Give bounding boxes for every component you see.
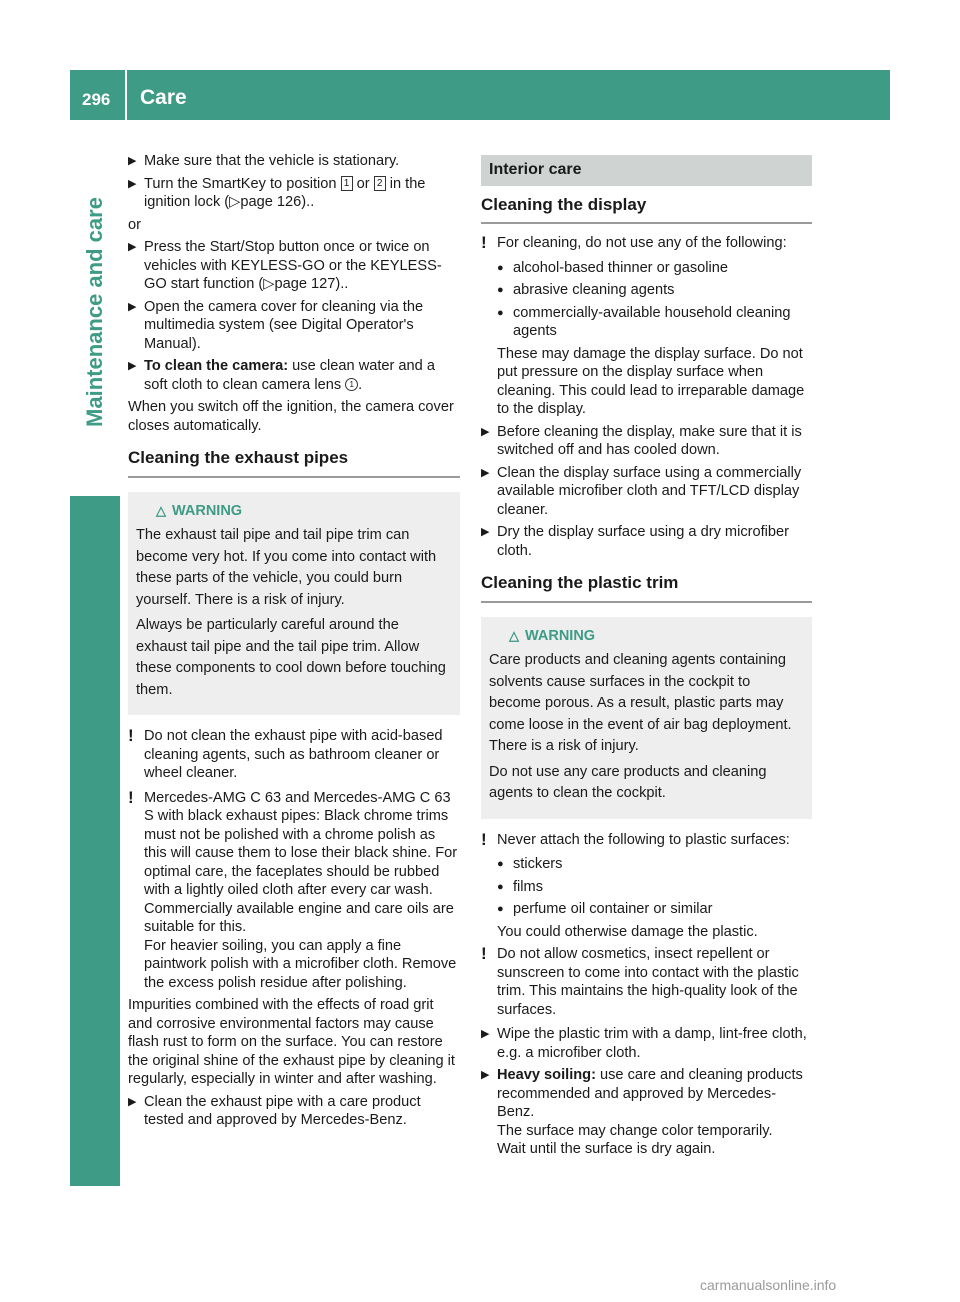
instruction: ▶ Turn the SmartKey to position 1 or 2 in the ignition lock (▷page 126)..	[128, 175, 426, 210]
paragraph: When you switch off the ignition, the camera cover closes automatically.	[128, 399, 454, 434]
exclamation-icon: !	[481, 233, 487, 252]
arrow-icon: ▶	[481, 425, 490, 438]
warning-title: △ WARNING	[156, 502, 243, 519]
page-ref-icon: ▷	[263, 276, 275, 292]
exclamation-icon: !	[481, 829, 487, 849]
warning-box	[128, 492, 460, 716]
page-ref-link[interactable]: page 126).	[240, 194, 311, 210]
caution-note: ! Do not clean the exhaust pipe with acid-based cleaning agents, such as bathroom cleaner or wheel cleaner.	[128, 726, 443, 781]
section-heading: Cleaning the exhaust pipes	[128, 449, 460, 478]
header-separator	[125, 70, 127, 120]
bullet-item: ● commercially-available household cleaning agents	[497, 304, 791, 339]
page-ref-icon: ▷	[229, 194, 241, 210]
instruction: ▶ Before cleaning the display, make sure that it is switched off and has cooled down.	[481, 423, 802, 458]
bullet-item: ● stickers	[497, 856, 563, 872]
arrow-icon: ▶	[128, 300, 137, 313]
arrow-icon: ▶	[481, 466, 490, 479]
warning-box	[481, 617, 812, 819]
caution-note-cont: You could otherwise damage the plastic.	[497, 923, 758, 940]
key-position-1: 1	[341, 176, 353, 191]
left-column	[128, 152, 460, 1134]
arrow-icon: ▶	[128, 1095, 137, 1108]
caution-note-cont: These may damage the display surface. Do not put pressure on the display surface when cleaning. This could lead to irreparable damage to the display.	[497, 345, 805, 417]
bullet-item: ● perfume oil container or similar	[497, 901, 713, 917]
arrow-icon: ▶	[128, 241, 137, 253]
right-column	[481, 155, 812, 1163]
arrow-icon: ▶	[481, 1028, 490, 1040]
arrow-icon: ▶	[481, 526, 490, 538]
exclamation-icon: !	[128, 787, 134, 807]
instruction: ▶ Open the camera cover for cleaning via the multimedia system (see Digital Operator's Manual).	[128, 298, 424, 352]
section-bar: Interior care	[481, 155, 812, 186]
section-heading: Cleaning the plastic trim	[481, 574, 812, 603]
instruction-cont: The surface may change color temporarily.	[497, 1122, 773, 1139]
page-ref-link[interactable]: page 127).	[274, 276, 345, 292]
warning-triangle-icon: △	[156, 502, 166, 518]
side-section-text: Maintenance and care	[82, 197, 107, 427]
callout-1: 1	[345, 378, 358, 391]
warning-title: △ WARNING	[509, 627, 596, 644]
bullet-icon: ●	[497, 284, 504, 296]
caution-note: ! Mercedes-AMG C 63 and Mercedes-AMG C 63 S with black exhaust pipes: Black chrome trims must not be polished with a chrome polish as this will cause them to lose their black shine. For optimal care, the faceplates should be rubbed with a lightly oiled cloth after every car wash. Commercially available engine and care oils are suitable for this.	[128, 787, 458, 935]
instruction: ▶ Dry the display surface using a dry microfiber cloth.	[481, 524, 789, 559]
arrow-icon: ▶	[128, 177, 137, 190]
page-number: 296	[82, 90, 111, 109]
bullet-icon: ●	[497, 858, 504, 870]
exclamation-icon: !	[481, 944, 487, 963]
instruction: ▶ To clean the camera: use clean water and a soft cloth to clean camera lens 1 .	[128, 358, 435, 393]
bullet-icon: ●	[497, 261, 504, 274]
arrow-icon: ▶	[128, 155, 137, 167]
arrow-icon: ▶	[128, 360, 137, 372]
bullet-item: ● alcohol-based thinner or gasoline	[497, 259, 728, 276]
caution-note: ! Never attach the following to plastic surfaces:	[481, 829, 790, 849]
instruction: ▶ Clean the display surface using a commercially available microfiber cloth and TFT/LCD display cleaner.	[481, 464, 802, 518]
side-section-label	[70, 137, 120, 487]
watermark: carmanualsonline.info	[700, 1277, 837, 1293]
instruction: ▶ Heavy soiling: use care and cleaning products recommended and approved by Mercedes-Benz.	[481, 1067, 803, 1120]
bullet-icon: ●	[497, 903, 504, 915]
warning-text: The exhaust tail pipe and tail pipe trim can become very hot. If you come into contact with these parts of the vehicle, you could burn yourself. There is a risk of injury.	[136, 527, 437, 608]
caution-note: ! For cleaning, do not use any of the following:	[481, 233, 787, 252]
section-heading: Cleaning the display	[481, 196, 812, 225]
warning-text: Care products and cleaning agents containing solvents cause surfaces in the cockpit to become porous. As a result, plastic parts may come loose in the event of air bag deployment. There is a risk of injury.	[489, 652, 792, 754]
page-title: Care	[140, 86, 187, 109]
page-header-bar	[70, 70, 890, 120]
side-section-tab	[70, 496, 120, 1186]
key-position-2: 2	[374, 176, 386, 191]
bullet-icon: ●	[497, 306, 504, 319]
instruction: ▶ Wipe the plastic trim with a damp, lint-free cloth, e.g. a microfiber cloth.	[481, 1026, 807, 1061]
warning-text: Always be particularly careful around the exhaust tail pipe and the tail pipe trim. Allow these components to cool down before touching them.	[136, 617, 446, 698]
caution-note-cont: For heavier soiling, you can apply a fine paintwork polish with a microfiber cloth. Remove the excess polish residue after polishing.	[144, 937, 457, 991]
bullet-item: ● films	[497, 878, 543, 895]
paragraph: Impurities combined with the effects of road grit and corrosive environmental factors may cause flash rust to form on the surface. You can restore the original shine of the exhaust pipe by cleaning it regularly, especially in winter and after washing.	[128, 997, 455, 1087]
bullet-item: ● abrasive cleaning agents	[497, 282, 675, 298]
warning-text: Do not use any care products and cleaning agents to clean the cockpit.	[489, 763, 767, 801]
exclamation-icon: !	[128, 726, 134, 745]
instruction: ▶ Press the Start/Stop button once or twice on vehicles with KEYLESS-GO or the KEYLESS-GO start function (▷page 127)..	[128, 239, 442, 292]
warning-triangle-icon: △	[509, 627, 519, 643]
instruction-cont: Wait until the surface is dry again.	[497, 1141, 716, 1157]
arrow-icon: ▶	[481, 1069, 490, 1081]
caution-note: ! Do not allow cosmetics, insect repellent or sunscreen to come into contact with the plastic trim. This maintains the high-quality look of the surfaces.	[481, 944, 799, 1018]
or-text: or	[128, 216, 141, 233]
instruction: ▶ Make sure that the vehicle is stationary.	[128, 153, 400, 169]
bullet-icon: ●	[497, 880, 504, 893]
instruction: ▶ Clean the exhaust pipe with a care product tested and approved by Mercedes-Benz.	[128, 1093, 421, 1128]
